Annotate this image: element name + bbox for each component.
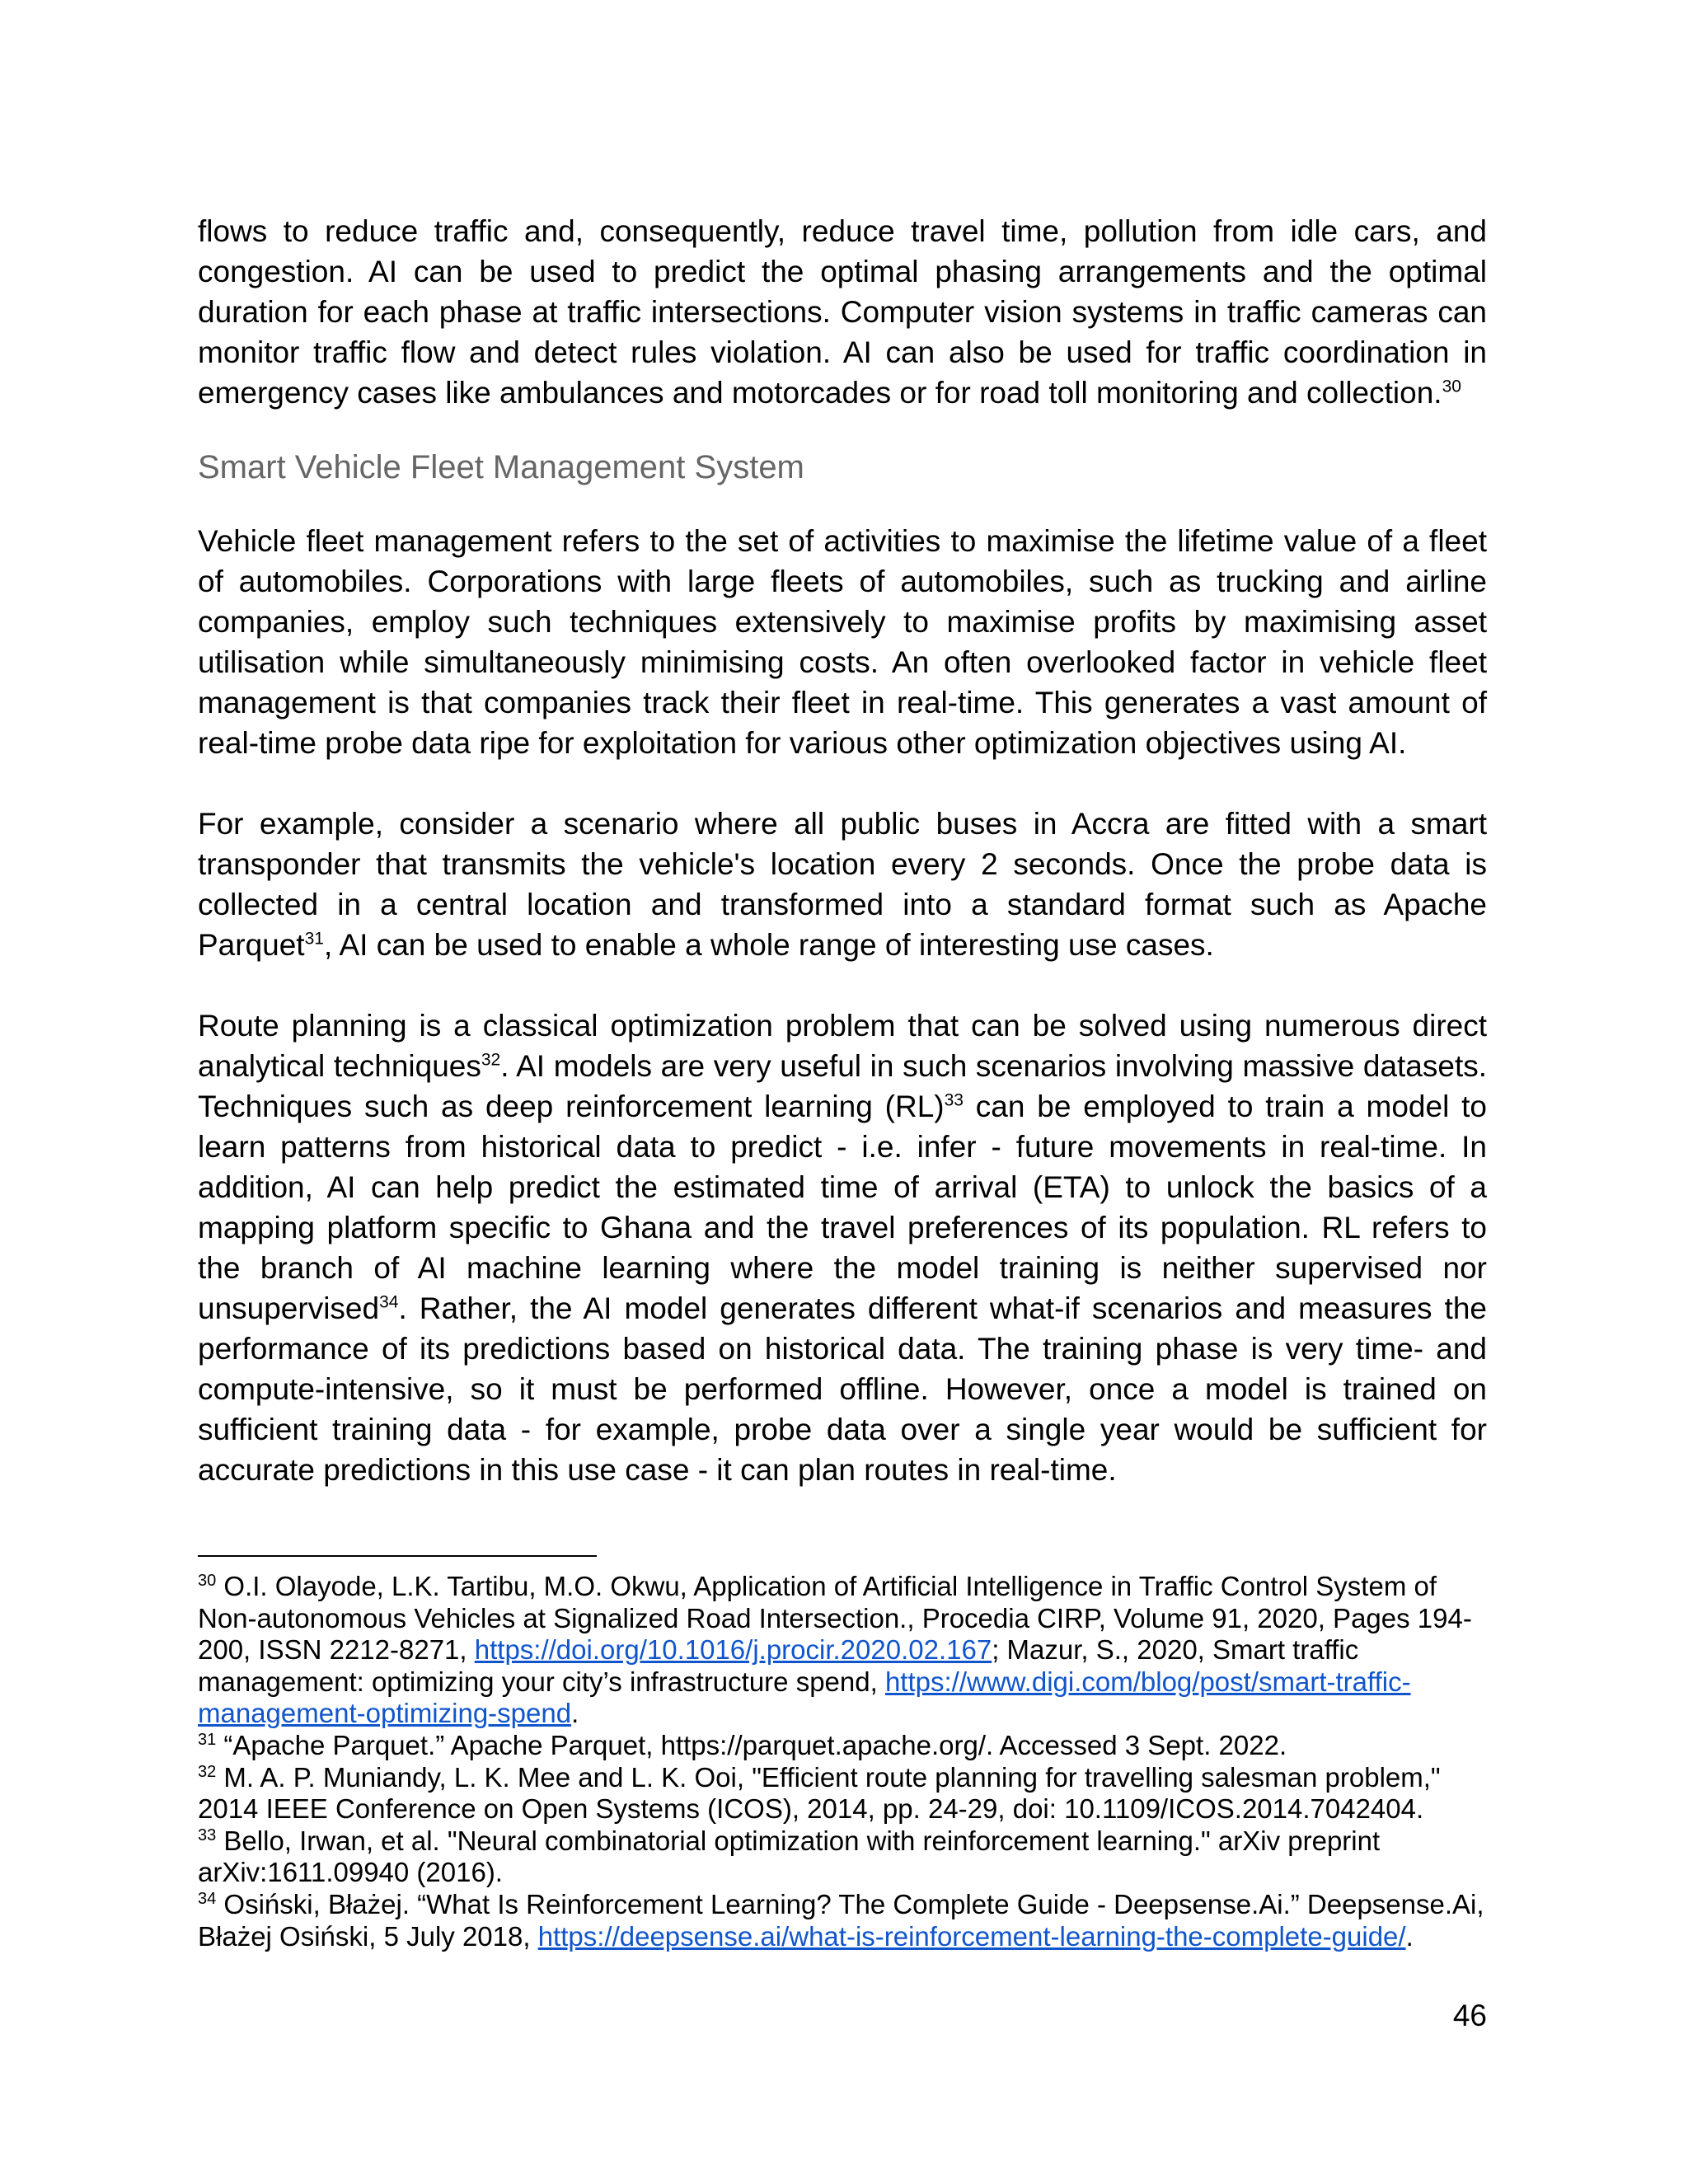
page-number: 46: [1452, 1999, 1487, 2032]
footnote-34: [198, 1889, 1487, 1952]
paragraph-fleet-management: Vehicle fleet management refers to the set of activities to maximise the lifetime value of a fleet of automobiles. Corporations with large fleets of automobiles, such as trucking and airline companies, employ such techniques extensively to maximise profits by maximising asset utilisation while simultaneously minimising costs. An often overlooked factor in vehicle fleet management is that companies track their fleet in real-time. This generates a vast amount of real-time probe data ripe for exploitation for various other optimization objectives using AI.: [198, 524, 1487, 760]
footnote-link-deepsense[interactable]: https://deepsense.ai/what-is-reinforcement-learning-the-complete-guide/: [537, 1920, 1406, 1952]
footnote-ref-33[interactable]: 33: [944, 1090, 964, 1110]
footnote-number: 32: [198, 1762, 217, 1781]
footnote-text: M. A. P. Muniandy, L. K. Mee and L. K. Ooi, "Efficient route planning for travelling salesman problem," 2014 IEEE Conference on Open Systems (ICOS), 2014, pp. 24-29, doi: 10.1109/ICOS.2014.7042404.: [198, 1761, 1441, 1825]
footnote-text: Bello, Irwan, et al. "Neural combinatorial optimization with reinforcement learning." arXiv preprint arXiv:1611.09940 (2016).: [198, 1825, 1381, 1888]
paragraph-text: . AI models are very useful in such scenarios involving massive datasets. Techniques such as deep reinforcement learning (RL): [198, 1049, 1488, 1123]
footnote-separator: [198, 1555, 597, 1557]
paragraph-text: , AI can be used to enable a whole range of interesting use cases.: [323, 928, 1214, 962]
paragraph-text: . Rather, the AI model generates different what-if scenarios and measures the performance of its predictions based on historical data. The training phase is very time- and compute-intensive, so it must be performed offline. However, once a model is trained on sufficient training data - for example, probe data over a single year would be sufficient for accurate predictions in this use case - it can plan routes in real-time.: [198, 1291, 1487, 1487]
footnote-ref-30[interactable]: 30: [1442, 377, 1461, 396]
footnotes: [198, 1571, 1487, 1952]
footnote-link-digi[interactable]: https://www.digi.com/blog/post/smart-traffic-management-optimizing-spend: [198, 1666, 1411, 1729]
footnote-text: .: [1405, 1920, 1414, 1952]
footnote-ref-32[interactable]: 32: [481, 1050, 501, 1070]
paragraph-text: flows to reduce traffic and, consequently, reduce travel time, pollution from idle cars, and congestion. AI can be used to predict the optimal phasing arrangements and the optimal duration for each phase at traffic intersections. Computer vision systems in traffic cameras can monitor traffic flow and detect rules violation. AI can also be used for traffic coordination in emergency cases like ambulances and motorcades or for road toll monitoring and collection.: [198, 214, 1487, 410]
paragraph-text: For example, consider a scenario where all public buses in Accra are fitted with a smart transponder that transmits the vehicle's location every 2 seconds. Once the probe data is collected in a central location and transformed into a standard format such as Apache Parquet: [198, 807, 1487, 962]
footnote-text: ; Mazur, S., 2020, Smart traffic management: optimizing your city’s infrastructure spend,: [198, 1634, 1359, 1697]
footnote-30: [198, 1571, 1487, 1730]
main-content: [198, 211, 1487, 1490]
paragraph-route-planning: [198, 1005, 1487, 1490]
footnote-text: .: [571, 1698, 579, 1729]
footnote-ref-34[interactable]: 34: [379, 1292, 399, 1312]
footnote-text: O.I. Olayode, L.K. Tartibu, M.O. Okwu, Application of Artificial Intelligence in Traffic Control System of Non-autonomous Vehicles at Signalized Road Intersection., Procedia CIRP, Volume 91, 2020, Pages 194-200, ISSN 2212-8271,: [198, 1571, 1472, 1666]
footnote-link-doi[interactable]: https://doi.org/10.1016/j.procir.2020.02.167: [474, 1634, 992, 1666]
footnote-number: 33: [198, 1825, 217, 1844]
footnote-text: “Apache Parquet.” Apache Parquet, https://parquet.apache.org/. Accessed 3 Sept. 2022.: [216, 1729, 1287, 1760]
footnote-text: Osiński, Błażej. “What Is Reinforcement Learning? The Complete Guide - Deepsense.Ai.” Deepsense.Ai, Błażej Osiński, 5 July 2018,: [198, 1888, 1484, 1952]
paragraph-text: Route planning is a classical optimization problem that can be solved using numerous direct analytical techniques: [198, 1009, 1487, 1083]
footnote-33: [198, 1825, 1487, 1889]
footnote-number: 31: [198, 1730, 217, 1749]
paragraph-text: can be employed to train a model to learn patterns from historical data to predict - i.e. infer - future movements in real-time. In addition, AI can help predict the estimated time of arrival (ETA) to unlock the basics of a mapping platform specific to Ghana and the travel preferences of its population. RL refers to the branch of AI machine learning where the model training is neither supervised nor unsupervised: [198, 1090, 1487, 1325]
footnote-number: 34: [198, 1889, 217, 1908]
paragraph-traffic-management: [198, 211, 1487, 413]
footnote-number: 30: [198, 1572, 217, 1590]
paragraph-accra-example: [198, 804, 1487, 965]
footnote-31: [198, 1730, 1487, 1762]
footnote-ref-31[interactable]: 31: [304, 929, 324, 949]
section-heading: Smart Vehicle Fleet Management System: [198, 449, 804, 485]
footnote-32: [198, 1762, 1487, 1825]
